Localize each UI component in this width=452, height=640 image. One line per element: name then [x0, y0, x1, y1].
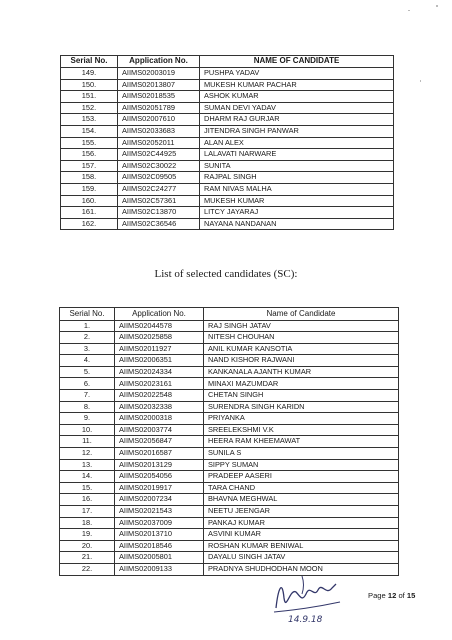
candidate-name-cell: KANKANALA AJANTH KUMAR	[204, 366, 399, 378]
serial-cell: 149.	[61, 68, 118, 80]
application-number-cell: AIIMS02018546	[115, 540, 204, 552]
serial-cell: 160.	[61, 195, 118, 207]
table-row	[60, 343, 399, 355]
candidate-name-cell: LITCY JAYARAJ	[200, 207, 394, 219]
serial-cell: 11.	[60, 436, 115, 448]
table-row	[60, 448, 399, 460]
serial-cell: 22.	[60, 563, 115, 575]
candidate-name-cell: NAND KISHOR RAJWANI	[204, 355, 399, 367]
application-number-cell: AIIMS02022548	[115, 390, 204, 402]
candidate-name-cell: ASVINI KUMAR	[204, 529, 399, 541]
table-row	[61, 172, 394, 184]
serial-cell: 154.	[61, 125, 118, 137]
candidate-name-cell: BHAVNA MEGHWAL	[204, 494, 399, 506]
candidate-name-cell: RAJPAL SINGH	[200, 172, 394, 184]
candidate-name-cell: CHETAN SINGH	[204, 390, 399, 402]
table-row	[60, 436, 399, 448]
scan-speck	[420, 80, 421, 82]
serial-cell: 150.	[61, 79, 118, 91]
table-row	[60, 494, 399, 506]
candidate-name-cell: SUNILA S	[204, 448, 399, 460]
serial-cell: 18.	[60, 517, 115, 529]
application-number-cell: AIIMS02052011	[118, 137, 200, 149]
candidate-name-cell: NEETU JEENGAR	[204, 506, 399, 518]
candidate-name-cell: DHARM RAJ GURJAR	[200, 114, 394, 126]
application-number-cell: AIIMS02013710	[115, 529, 204, 541]
serial-cell: 155.	[61, 137, 118, 149]
application-number-cell: AIIMS02016587	[115, 448, 204, 460]
table-row	[60, 517, 399, 529]
application-number-cell: AIIMS02C09505	[118, 172, 200, 184]
application-number-cell: AIIMS02011927	[115, 343, 204, 355]
application-number-cell: AIIMS02025858	[115, 332, 204, 344]
application-number-cell: AIIMS02021543	[115, 506, 204, 518]
serial-cell: 162.	[61, 218, 118, 230]
serial-cell: 4.	[60, 355, 115, 367]
candidate-name-cell: PANKAJ KUMAR	[204, 517, 399, 529]
candidate-name-cell: ASHOK KUMAR	[200, 91, 394, 103]
application-number-cell: AIIMS02C30022	[118, 160, 200, 172]
application-number-cell: AIIMS02009133	[115, 563, 204, 575]
serial-cell: 20.	[60, 540, 115, 552]
table-row	[60, 332, 399, 344]
serial-cell: 158.	[61, 172, 118, 184]
serial-cell: 151.	[61, 91, 118, 103]
application-number-cell: AIIMS02000318	[115, 413, 204, 425]
table-row	[60, 471, 399, 483]
column-header-name: NAME OF CANDIDATE	[200, 56, 394, 68]
application-number-cell: AIIMS02044578	[115, 320, 204, 332]
candidate-name-cell: MUKESH KUMAR	[200, 195, 394, 207]
application-number-cell: AIIMS02C13870	[118, 207, 200, 219]
candidate-name-cell: ALAN ALEX	[200, 137, 394, 149]
application-number-cell: AIIMS02023161	[115, 378, 204, 390]
sc-candidates-table	[59, 307, 399, 576]
application-number-cell: AIIMS02054056	[115, 471, 204, 483]
serial-cell: 16.	[60, 494, 115, 506]
application-number-cell: AIIMS02C36546	[118, 218, 200, 230]
application-number-cell: AIIMS02005801	[115, 552, 204, 564]
application-number-cell: AIIMS02013807	[118, 79, 200, 91]
candidate-name-cell: PUSHPA YADAV	[200, 68, 394, 80]
table-row	[61, 149, 394, 161]
serial-cell: 2.	[60, 332, 115, 344]
serial-cell: 17.	[60, 506, 115, 518]
serial-cell: 12.	[60, 448, 115, 460]
serial-cell: 3.	[60, 343, 115, 355]
candidate-name-cell: SIPPY SUMAN	[204, 459, 399, 471]
table-row	[60, 401, 399, 413]
serial-cell: 15.	[60, 482, 115, 494]
table-row	[60, 413, 399, 425]
application-number-cell: AIIMS02003019	[118, 68, 200, 80]
table-row	[61, 195, 394, 207]
serial-cell: 6.	[60, 378, 115, 390]
scan-speck	[436, 5, 438, 7]
table-row	[61, 91, 394, 103]
column-header-application: Application No.	[118, 56, 200, 68]
serial-cell: 161.	[61, 207, 118, 219]
application-number-cell: AIIMS02032338	[115, 401, 204, 413]
table-row	[60, 355, 399, 367]
candidate-name-cell: RAM NIVAS MALHA	[200, 183, 394, 195]
candidate-name-cell: SUNITA	[200, 160, 394, 172]
candidate-name-cell: TARA CHAND	[204, 482, 399, 494]
candidate-name-cell: PRADNYA SHUDHODHAN MOON	[204, 563, 399, 575]
serial-cell: 157.	[61, 160, 118, 172]
table-row	[61, 160, 394, 172]
serial-cell: 9.	[60, 413, 115, 425]
scan-speck	[408, 10, 410, 11]
candidate-name-cell: JITENDRA SINGH PANWAR	[200, 125, 394, 137]
serial-cell: 7.	[60, 390, 115, 402]
serial-cell: 153.	[61, 114, 118, 126]
table-row	[61, 79, 394, 91]
column-header-name: Name of Candidate	[204, 308, 399, 321]
signature-date: 14.9.18	[288, 615, 323, 624]
application-number-cell: AIIMS02051789	[118, 102, 200, 114]
candidate-name-cell: LALAVATI NARWARE	[200, 149, 394, 161]
table-header-row	[61, 56, 394, 68]
candidates-table-continued	[60, 55, 394, 230]
table-row	[60, 366, 399, 378]
serial-cell: 156.	[61, 149, 118, 161]
page-number: Page 12 of 15	[368, 591, 416, 600]
application-number-cell: AIIMS02C24277	[118, 183, 200, 195]
table-row	[60, 482, 399, 494]
column-header-serial: Serial No.	[61, 56, 118, 68]
table-row	[61, 137, 394, 149]
candidate-name-cell: DAYALU SINGH JATAV	[204, 552, 399, 564]
column-header-application: Application No.	[115, 308, 204, 321]
candidate-name-cell: ANIL KUMAR KANSOTIA	[204, 343, 399, 355]
application-number-cell: AIIMS02013129	[115, 459, 204, 471]
table-row	[60, 459, 399, 471]
candidate-name-cell: SREELEKSHMI V.K	[204, 424, 399, 436]
table-row	[60, 540, 399, 552]
table-row	[61, 102, 394, 114]
column-header-serial: Serial No.	[60, 308, 115, 321]
table-row	[61, 125, 394, 137]
serial-cell: 159.	[61, 183, 118, 195]
candidate-name-cell: MUKESH KUMAR PACHAR	[200, 79, 394, 91]
table-row	[61, 183, 394, 195]
section-heading-sc: List of selected candidates (SC):	[154, 268, 298, 280]
application-number-cell: AIIMS02018535	[118, 91, 200, 103]
candidate-name-cell: NAYANA NANDANAN	[200, 218, 394, 230]
candidate-name-cell: PRADEEP AASERI	[204, 471, 399, 483]
table-row	[60, 378, 399, 390]
candidate-name-cell: RAJ SINGH JATAV	[204, 320, 399, 332]
candidate-name-cell: ROSHAN KUMAR BENIWAL	[204, 540, 399, 552]
table-row	[60, 320, 399, 332]
application-number-cell: AIIMS02007234	[115, 494, 204, 506]
table-row	[60, 529, 399, 541]
serial-cell: 19.	[60, 529, 115, 541]
application-number-cell: AIIMS02033683	[118, 125, 200, 137]
serial-cell: 13.	[60, 459, 115, 471]
handwritten-signature	[262, 568, 352, 624]
table-row	[60, 424, 399, 436]
candidate-name-cell: NITESH CHOUHAN	[204, 332, 399, 344]
table-row	[60, 390, 399, 402]
application-number-cell: AIIMS02056847	[115, 436, 204, 448]
table-row	[61, 207, 394, 219]
application-number-cell: AIIMS02003774	[115, 424, 204, 436]
application-number-cell: AIIMS02019917	[115, 482, 204, 494]
candidate-name-cell: MINAXI MAZUMDAR	[204, 378, 399, 390]
application-number-cell: AIIMS02C57361	[118, 195, 200, 207]
serial-cell: 8.	[60, 401, 115, 413]
table-row	[60, 552, 399, 564]
application-number-cell: AIIMS02007610	[118, 114, 200, 126]
application-number-cell: AIIMS02024334	[115, 366, 204, 378]
serial-cell: 5.	[60, 366, 115, 378]
table-row	[61, 114, 394, 126]
table-row	[61, 68, 394, 80]
candidate-name-cell: SUMAN DEVI YADAV	[200, 102, 394, 114]
table-row	[61, 218, 394, 230]
serial-cell: 1.	[60, 320, 115, 332]
serial-cell: 14.	[60, 471, 115, 483]
application-number-cell: AIIMS02C44925	[118, 149, 200, 161]
application-number-cell: AIIMS02006351	[115, 355, 204, 367]
serial-cell: 152.	[61, 102, 118, 114]
candidate-name-cell: HEERA RAM KHEEMAWAT	[204, 436, 399, 448]
application-number-cell: AIIMS02037009	[115, 517, 204, 529]
table-row	[60, 506, 399, 518]
table-header-row	[60, 308, 399, 321]
serial-cell: 21.	[60, 552, 115, 564]
candidate-name-cell: PRIYANKA	[204, 413, 399, 425]
serial-cell: 10.	[60, 424, 115, 436]
candidate-name-cell: SURENDRA SINGH KARIDN	[204, 401, 399, 413]
